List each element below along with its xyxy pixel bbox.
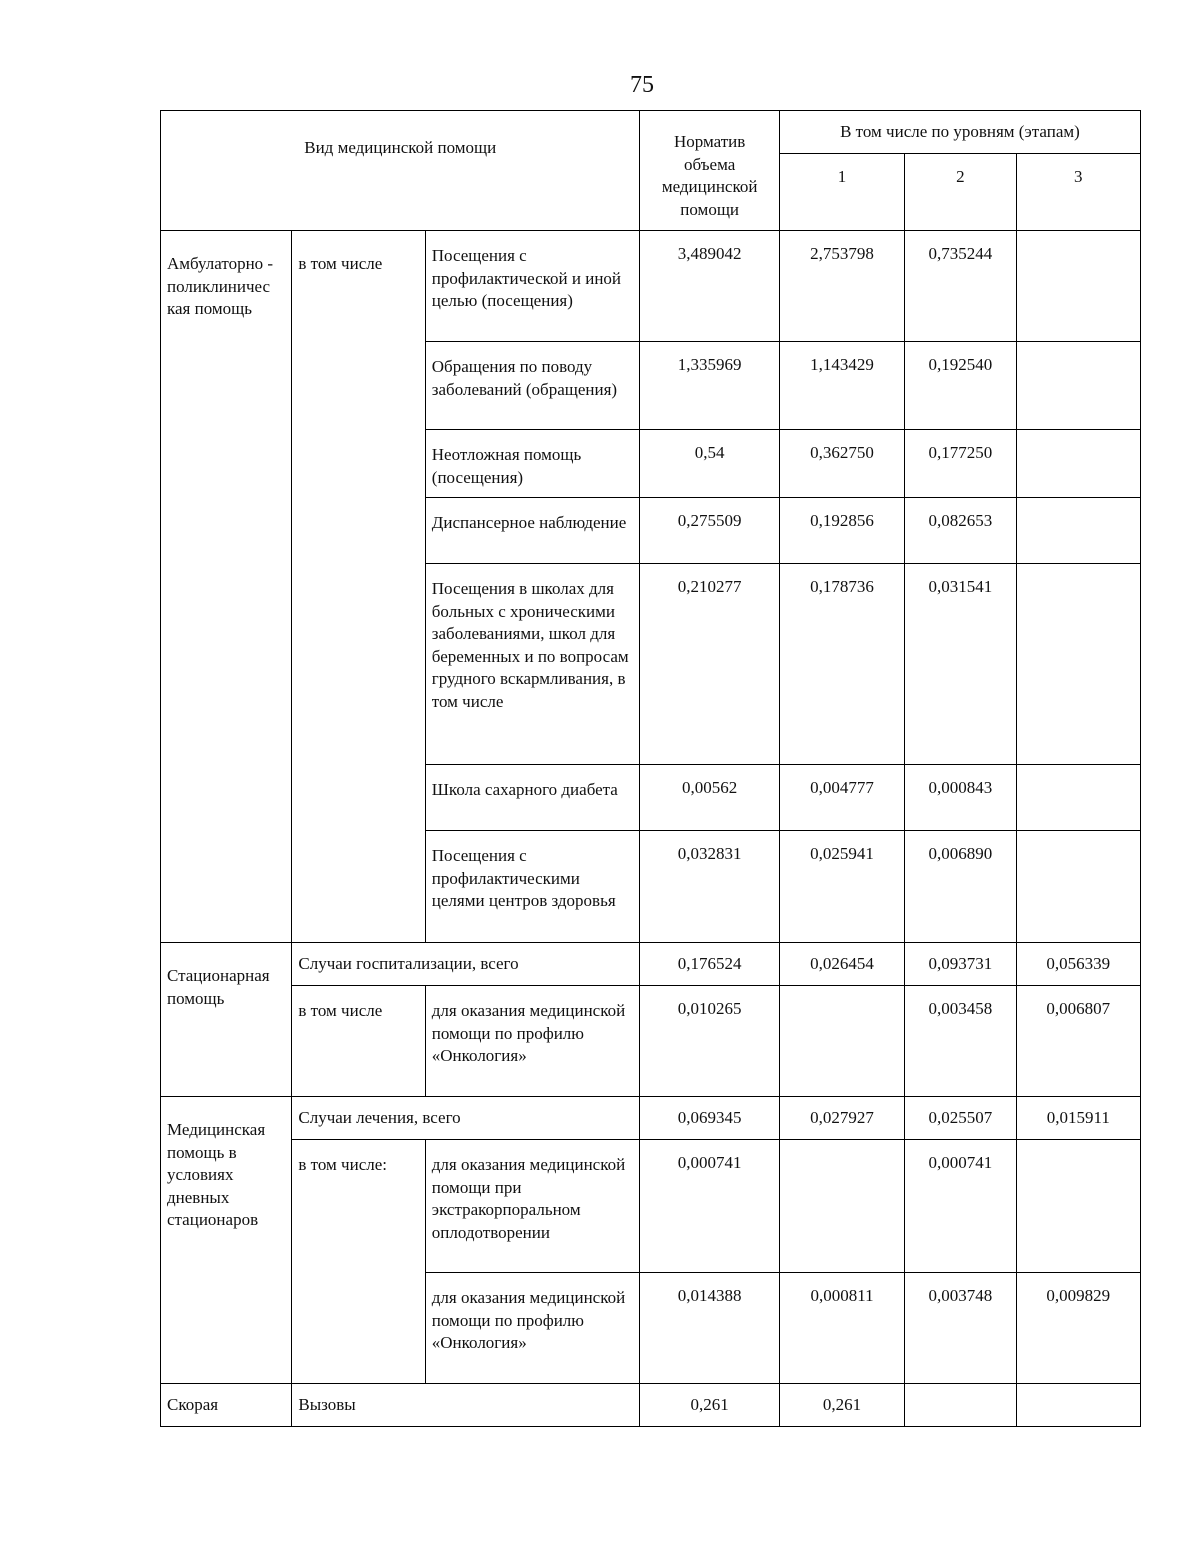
table-cell-l1: 0,025941	[779, 831, 904, 943]
table-cell-norm: 0,210277	[640, 564, 779, 765]
ambulatory-including: в том числе	[292, 231, 425, 943]
table-cell-l2: 0,177250	[905, 430, 1016, 498]
table-cell-l3	[1016, 1384, 1140, 1427]
table-cell-norm: 0,176524	[640, 943, 779, 986]
table-cell-l1: 0,026454	[779, 943, 904, 986]
table-cell-l3	[1016, 564, 1140, 765]
table-cell-l2: 0,192540	[905, 342, 1016, 430]
table-cell-l1	[779, 1140, 904, 1273]
table-row-label: Диспансерное наблюдение	[425, 498, 640, 564]
day-hospital-total-label: Случаи лечения, всего	[292, 1097, 640, 1140]
table-cell-l3	[1016, 1140, 1140, 1273]
table-cell-l1: 0,192856	[779, 498, 904, 564]
header-norm: Норматив объема медицинской помощи	[640, 111, 779, 231]
table-cell-l2: 0,093731	[905, 943, 1016, 986]
table-cell-l3	[1016, 498, 1140, 564]
table-cell-l1: 0,000811	[779, 1273, 904, 1384]
table-cell-l3: 0,009829	[1016, 1273, 1140, 1384]
table-cell-l3: 0,056339	[1016, 943, 1140, 986]
table-cell-l1	[779, 986, 904, 1097]
table-cell-norm: 3,489042	[640, 231, 779, 342]
table-cell-l1: 2,753798	[779, 231, 904, 342]
emergency-category: Скорая	[161, 1384, 292, 1427]
table-cell-l2: 0,003458	[905, 986, 1016, 1097]
table-cell-norm: 1,335969	[640, 342, 779, 430]
table-row-label: для оказания медицинской помощи при экстракорпоральном оплодотворении	[425, 1140, 640, 1273]
table-cell-l2: 0,025507	[905, 1097, 1016, 1140]
inpatient-category: Стационарная помощь	[161, 943, 292, 1097]
table-cell-l1: 0,261	[779, 1384, 904, 1427]
table-cell-norm: 0,069345	[640, 1097, 779, 1140]
ambulatory-category: Амбулаторно - поликлиничес кая помощь	[161, 231, 292, 943]
table-cell-norm: 0,014388	[640, 1273, 779, 1384]
table-cell-l2: 0,082653	[905, 498, 1016, 564]
table-cell-norm: 0,275509	[640, 498, 779, 564]
header-level-1: 1	[779, 154, 904, 231]
inpatient-including: в том числе	[292, 986, 425, 1097]
table-cell-l2: 0,000741	[905, 1140, 1016, 1273]
table-cell-l3	[1016, 765, 1140, 831]
table-cell-norm: 0,00562	[640, 765, 779, 831]
table-cell-l3	[1016, 430, 1140, 498]
table-cell-norm: 0,54	[640, 430, 779, 498]
table-cell-l3: 0,015911	[1016, 1097, 1140, 1140]
header-kind: Вид медицинской помощи	[161, 111, 640, 231]
inpatient-total-label: Случаи госпитализации, всего	[292, 943, 640, 986]
table-cell-l2: 0,000843	[905, 765, 1016, 831]
header-level-2: 2	[905, 154, 1016, 231]
day-hospital-including: в том числе:	[292, 1140, 425, 1384]
table-row-label: Посещения в школах для больных с хроническими заболеваниями, школ для беременных и по вопросам грудного вскармливания, в том числе	[425, 564, 640, 765]
table-row-label: Посещения с профилактическими целями центров здоровья	[425, 831, 640, 943]
table-row-label: Обращения по поводу заболеваний (обращения)	[425, 342, 640, 430]
header-levels: В том числе по уровням (этапам)	[779, 111, 1140, 154]
table-row-label: для оказания медицинской помощи по профилю «Онкология»	[425, 1273, 640, 1384]
table-row-label: Посещения с профилактической и иной целью (посещения)	[425, 231, 640, 342]
table-cell-l2: 0,735244	[905, 231, 1016, 342]
table-cell-norm: 0,261	[640, 1384, 779, 1427]
page-number: 75	[630, 72, 654, 98]
table-cell-l1: 0,178736	[779, 564, 904, 765]
table-cell-l1: 0,027927	[779, 1097, 904, 1140]
table-cell-l3	[1016, 831, 1140, 943]
day-hospital-category: Медицинская помощь в условиях дневных стационаров	[161, 1097, 292, 1384]
table-cell-norm: 0,010265	[640, 986, 779, 1097]
table-cell-l2: 0,006890	[905, 831, 1016, 943]
norm-table	[160, 110, 1141, 1427]
table-cell-norm: 0,000741	[640, 1140, 779, 1273]
table-row-label: Школа сахарного диабета	[425, 765, 640, 831]
table-cell-l1: 0,004777	[779, 765, 904, 831]
table-cell-l2: 0,031541	[905, 564, 1016, 765]
emergency-label: Вызовы	[292, 1384, 640, 1427]
header-level-3: 3	[1016, 154, 1140, 231]
table-cell-l3	[1016, 231, 1140, 342]
table-row-label: Неотложная помощь (посещения)	[425, 430, 640, 498]
table-cell-l1: 0,362750	[779, 430, 904, 498]
table-cell-l2: 0,003748	[905, 1273, 1016, 1384]
table-cell-l1: 1,143429	[779, 342, 904, 430]
table-cell-l2	[905, 1384, 1016, 1427]
table-cell-norm: 0,032831	[640, 831, 779, 943]
table-row-label: для оказания медицинской помощи по профилю «Онкология»	[425, 986, 640, 1097]
table-cell-l3: 0,006807	[1016, 986, 1140, 1097]
table-cell-l3	[1016, 342, 1140, 430]
